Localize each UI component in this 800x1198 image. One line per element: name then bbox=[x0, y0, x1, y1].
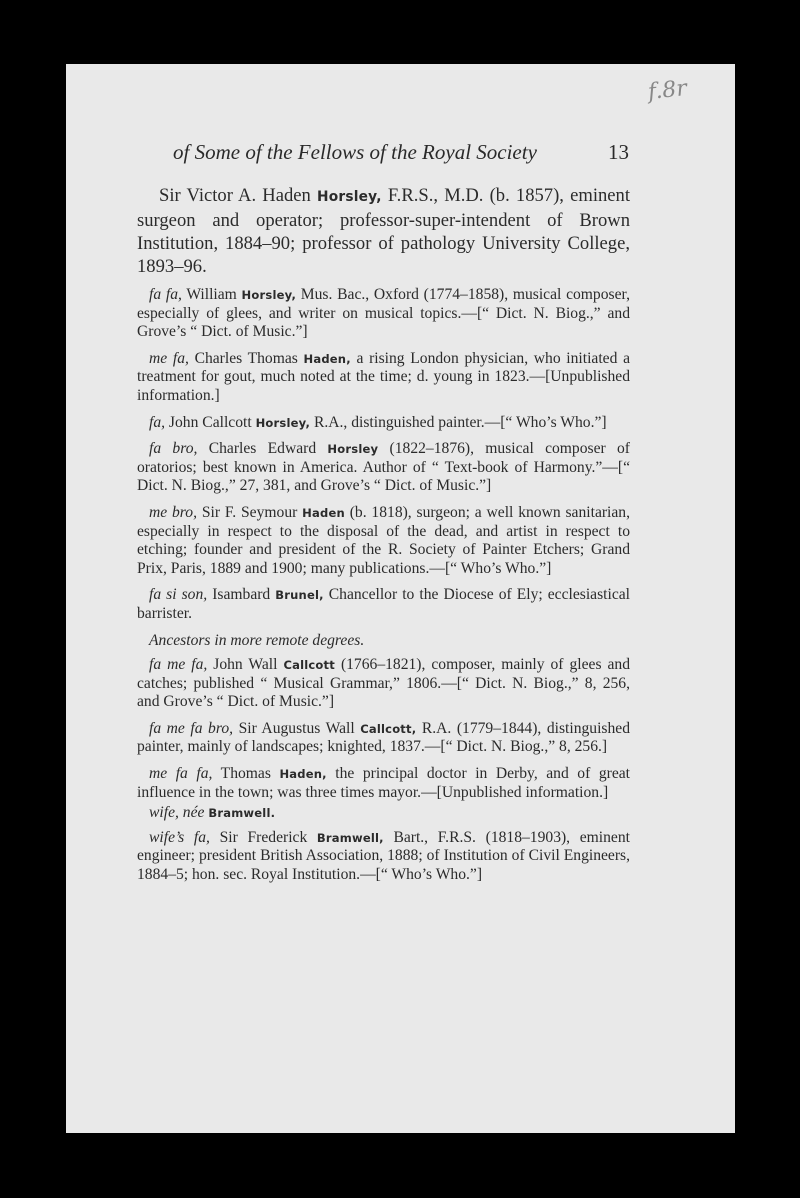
surname: Horsley, bbox=[255, 415, 311, 430]
surname: Brunel, bbox=[275, 588, 324, 603]
surname: Horsley, bbox=[316, 189, 382, 205]
margin-note: f.8r bbox=[646, 76, 689, 105]
surname: Haden bbox=[302, 505, 345, 520]
lead-entry bbox=[137, 184, 630, 278]
entry: fa, John Callcott Horsley, R.A., distinguished painter.—[“ Who’s Who.”] bbox=[149, 413, 607, 431]
surname: Haden, bbox=[279, 767, 327, 782]
entry: fa me fa bro, Sir Augustus Wall Callcott, R.A. (1779–1844), distinguished painter, mainly of landscapes; knighted, 1837.—[“ Dict. N. Biog.,” 8, 256.] bbox=[137, 719, 631, 756]
relation: fa bro, bbox=[149, 440, 198, 458]
surname: Callcott bbox=[283, 658, 335, 673]
relation: me fa, bbox=[149, 349, 189, 367]
surname: Bramwell. bbox=[208, 806, 276, 821]
header-title: of Some of the Fellows of the Royal Society bbox=[173, 140, 537, 164]
entry: me fa fa, Thomas Haden, the principal doctor in Derby, and of great influence in the town; was three times mayor.—[Unpublished information.] bbox=[137, 765, 630, 801]
entry: me fa, Charles Thomas Haden, a rising London physician, who initiated a treatment for gout, much noted at the time; d. young in 1823.—[Unpublished information.] bbox=[137, 349, 630, 404]
running-header bbox=[173, 140, 629, 165]
surname: Bramwell, bbox=[316, 830, 384, 845]
entries-list bbox=[137, 286, 630, 893]
surname: Horsley bbox=[327, 442, 379, 457]
relation: me fa fa, bbox=[149, 765, 213, 783]
relation: fa, bbox=[149, 413, 166, 431]
entry: Sir Victor A. Haden Horsley, F.R.S., M.D. (b. 1857), eminent surgeon and operator; professor-super-intendent of Brown Institution, 1884–90; professor of pathology University College, 1893–96. bbox=[137, 185, 630, 277]
relation: wife, née bbox=[149, 804, 205, 822]
entry bbox=[137, 804, 630, 823]
section-heading: Ancestors in more remote degrees. bbox=[149, 631, 365, 649]
surname: Callcott, bbox=[360, 721, 417, 736]
entry: fa si son, Isambard Brunel, Chancellor to the Diocese of Ely; ecclesiastical barrister. bbox=[137, 586, 630, 622]
relation: fa fa, bbox=[149, 286, 182, 303]
relation: fa me fa, bbox=[149, 656, 208, 674]
entry: fa fa, William Horsley, Mus. Bac., Oxford (1774–1858), musical composer, especially of glees, and writer on musical topics.—[“ Dict. N. Biog.,” and Grove’s “ Dict. of Music.”] bbox=[137, 286, 630, 341]
relation: me bro, bbox=[149, 503, 197, 521]
page-number: 13 bbox=[608, 140, 629, 164]
entry: fa bro, Charles Edward Horsley (1822–1876), musical composer of oratorios; best known in America. Author of “ Text-book of Harmony.”—[“ Dict. N. Biog.,” 27, 381, and Grove’s “ Dict. of Music.”] bbox=[137, 440, 630, 495]
surname: Horsley, bbox=[241, 288, 297, 302]
entry: wife’s fa, Sir Frederick Bramwell, Bart., F.R.S. (1818–1903), eminent engineer; president British Association, 1888; of Institution of Civil Engineers, 1884–5; hon. sec. Royal Institution.—[“ Who’s Who.”] bbox=[137, 828, 630, 884]
surname: Haden, bbox=[303, 351, 351, 366]
entry: me bro, Sir F. Seymour Haden (b. 1818), surgeon; a well known sanitarian, especially in respect to the disposal of the dead, and artist in respect to etching; founder and president of the R. Society of Painter Etchers; Grand Prix, Paris, 1889 and 1900; many publications.—[“ Who’s Who.”] bbox=[137, 503, 631, 577]
relation: fa si son, bbox=[149, 586, 208, 604]
relation: fa me fa bro, bbox=[149, 719, 234, 737]
relation: wife’s fa, bbox=[149, 828, 210, 846]
entry: fa me fa, John Wall Callcott (1766–1821), composer, mainly of glees and catches; published “ Musical Grammar,” 1806.—[“ Dict. N. Biog.,” 8, 256, and Grove’s “ Dict. of Music.”] bbox=[137, 656, 630, 711]
